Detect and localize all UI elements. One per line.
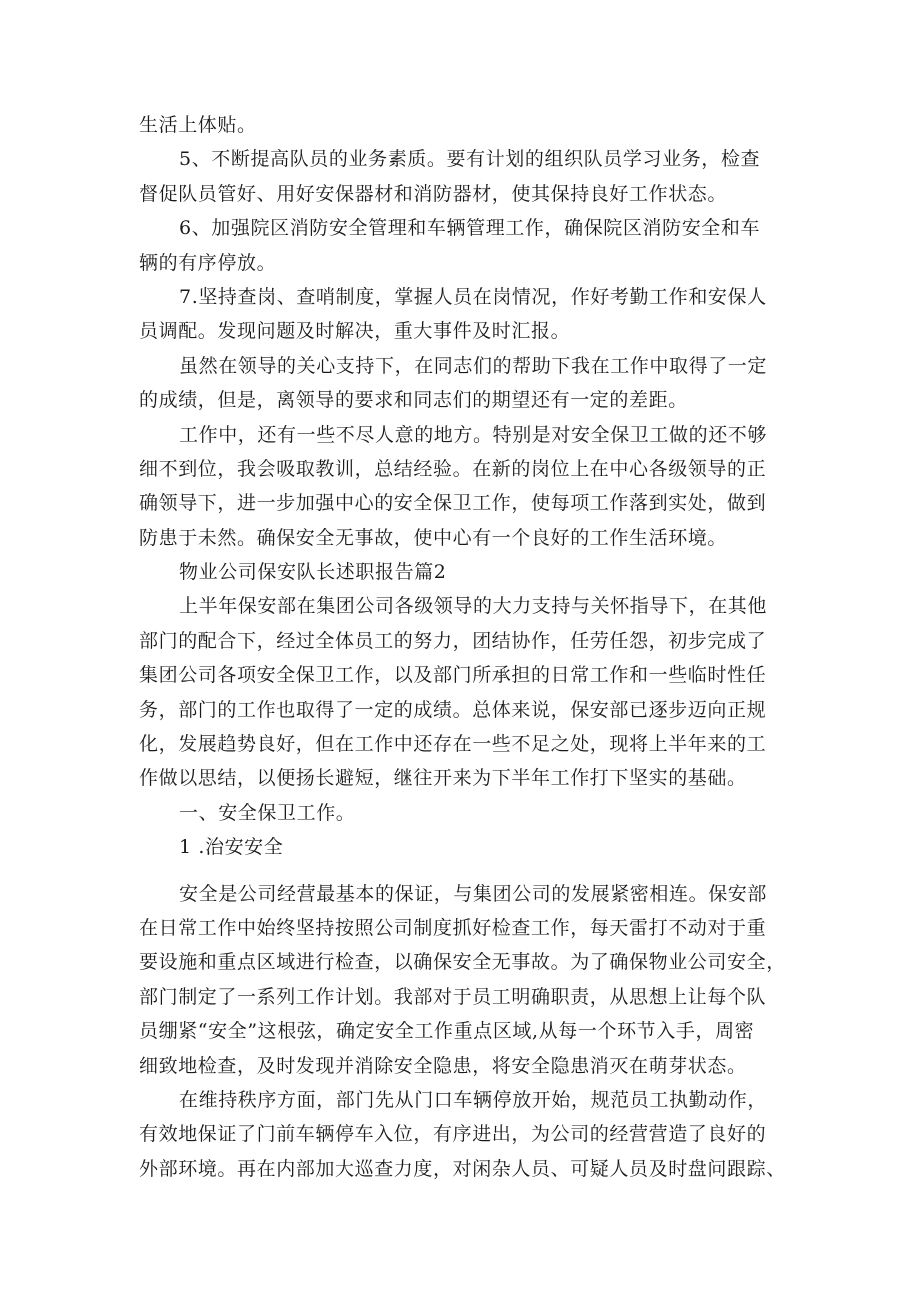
text-line: 6、加强院区消防安全管理和车辆管理工作，确保院区消防安全和车 xyxy=(179,217,761,240)
text-line: 一、安全保卫工作。 xyxy=(179,801,356,824)
text-line: 在维持秩序方面，部门先从门口车辆停放开始，规范员工执勤动作， xyxy=(179,1088,768,1111)
text-line: 5、不断提高队员的业务素质。要有计划的组织队员学习业务，检查 xyxy=(179,148,761,171)
text-line: 有效地保证了门前车辆停车入位，有序进出，为公司的经营营造了良好的 xyxy=(139,1123,767,1146)
text-line: 上半年保安部在集团公司各级领导的大力支持与关怀指导下，在其他 xyxy=(179,595,768,618)
text-line: 集团公司各项安全保卫工作，以及部门所承担的日常工作和一些临时性任 xyxy=(139,664,767,687)
document-body xyxy=(139,108,799,1186)
text-line: 虽然在领导的关心支持下，在同志们的帮助下我在工作中取得了一定 xyxy=(179,354,768,377)
text-line: 员绷紧“安全”这根弦，确定安全工作重点区域,从每一个环节入手，周密 xyxy=(139,1020,755,1043)
text-line: 防患于未然。确保安全无事故，使中心有一个良好的工作生活环境。 xyxy=(139,526,728,549)
text-line: 工作中，还有一些不尽人意的地方。特别是对安全保卫工做的还不够 xyxy=(179,423,768,446)
text-line: 员调配。发现问题及时解决，重大事件及时汇报。 xyxy=(139,320,571,343)
text-line: 化，发展趋势良好，但在工作中还存在一些不足之处，现将上半年来的工 xyxy=(139,733,767,756)
text-line: 确领导下，进一步加强中心的安全保卫工作，使每项工作落到实处，做到 xyxy=(139,492,767,515)
text-line: 部门制定了一系列工作计划。我部对于员工明确职责，从思想上让每个队 xyxy=(139,985,767,1008)
text-line: 细不到位，我会吸取教训，总结经验。在新的岗位上在中心各级领导的正 xyxy=(139,457,767,480)
text-line: 安全是公司经营最基本的保证，与集团公司的发展紧密相连。保安部 xyxy=(179,882,768,905)
text-line: 务，部门的工作也取得了一定的成绩。总体来说，保安部已逐步迈向正规 xyxy=(139,698,767,721)
text-line: 1 .治安安全 xyxy=(179,836,284,859)
text-line: 督促队员管好、用好安保器材和消防器材，使其保持良好工作状态。 xyxy=(139,182,728,205)
text-line: 外部环境。再在内部加大巡查力度，对闲杂人员、可疑人员及时盘问跟踪、 xyxy=(139,1157,786,1180)
text-line: 7.坚持查岗、查哨制度，掌握人员在岗情况，作好考勤工作和安保人 xyxy=(179,285,767,308)
text-line: 细致地检查，及时发现并消除安全隐患，将安全隐患消灭在萌芽状态。 xyxy=(139,1054,747,1077)
text-line: 部门的配合下，经过全体员工的努力，团结协作，任劳任怨，初步完成了 xyxy=(139,629,767,652)
text-line: 物业公司保安队长述职报告篇2 xyxy=(179,561,447,584)
text-line: 的成绩，但是，离领导的要求和同志们的期望还有一定的差距。 xyxy=(139,389,688,412)
text-line: 要设施和重点区域进行检查，以确保安全无事故。为了确保物业公司安全， xyxy=(139,951,786,974)
text-line: 辆的有序停放。 xyxy=(139,251,277,274)
text-line: 在日常工作中始终坚持按照公司制度抓好检查工作，每天雷打不动对于重 xyxy=(139,916,767,939)
text-line: 生活上体贴。 xyxy=(139,114,257,136)
text-line: 作做以思结，以便扬长避短，继往开来为下半年工作打下坚实的基础。 xyxy=(139,767,747,790)
